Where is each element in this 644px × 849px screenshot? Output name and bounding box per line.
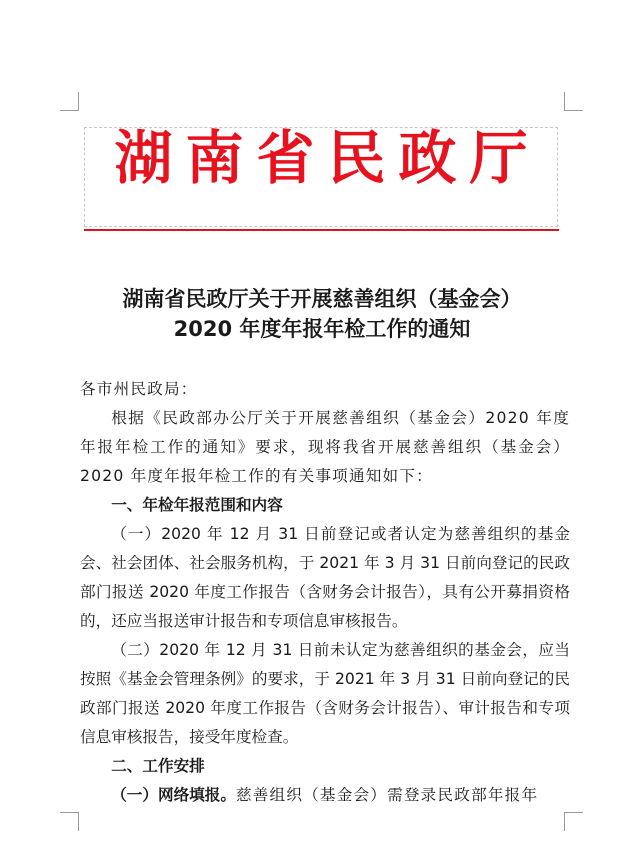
letterhead-org-name: 湖南省民政厅: [114, 124, 541, 192]
section-2-item-1-text: 慈善组织（基金会）需登录民政部年报年: [235, 786, 539, 804]
crop-mark-bottom-left: [60, 812, 79, 831]
letterhead-red-rule: [84, 229, 559, 231]
document-body: [80, 375, 570, 810]
section-2-item-1-lead: （一）网络填报。: [111, 786, 236, 804]
crop-mark-top-right: [564, 92, 583, 111]
section-2-item-1: [80, 781, 570, 810]
section-1-item-2: （二）2020 年 12 月 31 日前未认定为慈善组织的基金会，应当按照《基金会管理条例》的要求，于 2021 年 3 月 31 日前向登记的民政部门报送 2020 年度工作报告（含财务会计报告）、审计报告和专项信息审核报告，接受年度检查。: [80, 641, 570, 746]
section-1-item-1: （一）2020 年 12 月 31 日前登记或者认定为慈善组织的基金会、社会团体、社会服务机构，于 2021 年 3 月 31 日前向登记的民政部门报送 2020 年度工作报告（含财务会计报告），具有公开募捐资格的，还应当报送审计报告和专项信息审核报告。: [80, 525, 570, 630]
crop-mark-bottom-right: [564, 812, 583, 831]
intro-paragraph: 根据《民政部办公厅关于开展慈善组织（基金会）2020 年度年报年检工作的通知》要求，现将我省开展慈善组织（基金会）2020 年度年报年检工作的有关事项通知如下：: [80, 409, 570, 485]
section-1-heading: 一、年检年报范围和内容: [111, 496, 283, 514]
crop-mark-top-left: [60, 92, 79, 111]
document-title-line-2: 2020 年度年报年检工作的通知: [173, 317, 471, 341]
document-title: [60, 284, 584, 344]
document-title-line-1: 湖南省民政厅关于开展慈善组织（基金会）: [122, 287, 522, 311]
section-2-heading: 二、工作安排: [111, 757, 205, 775]
salutation: 各市州民政局：: [80, 380, 198, 398]
